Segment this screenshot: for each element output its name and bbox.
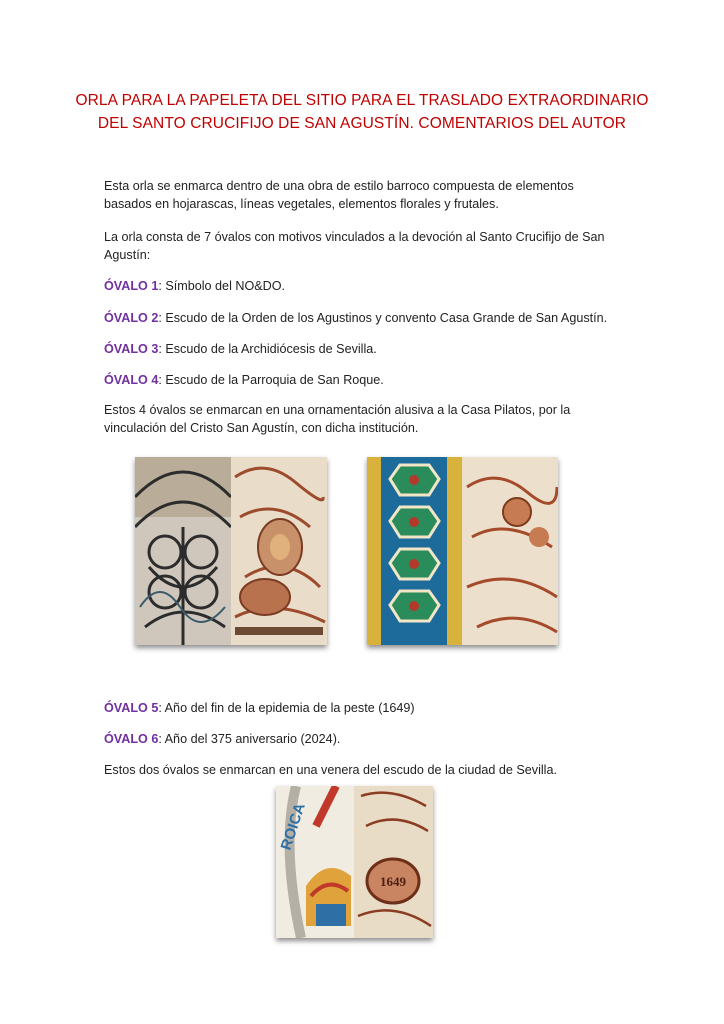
ovalo-2-text: : Escudo de la Orden de los Agustinos y convento Casa Grande de San Agustín. [158, 311, 608, 325]
ovalo-1-text: : Símbolo del NO&DO. [158, 279, 286, 293]
ovalo-5-label: ÓVALO 5 [104, 701, 159, 715]
venera-paragraph: Estos dos óvalos se enmarcan en una venera del escudo de la ciudad de Sevilla. [104, 763, 557, 777]
ovalo-6-label: ÓVALO 6 [104, 732, 159, 746]
ornament-image-venera [276, 786, 433, 938]
ovalo-2-item [104, 309, 624, 327]
roica-letters: ROICA [277, 801, 309, 853]
ovalo-3-item [104, 340, 624, 358]
ornament-image-ironwork [135, 457, 327, 645]
year-1649-text: 1649 [380, 874, 406, 889]
ovalo-2-label: ÓVALO 2 [104, 311, 159, 325]
ovals-intro-paragraph: La orla consta de 7 óvalos con motivos vinculados a la devoción al Santo Crucifijo de San Agustín: [104, 230, 605, 262]
ovalo-4-text: : Escudo de la Parroquia de San Roque. [158, 373, 384, 387]
title-line-2: DEL SANTO CRUCIFIJO DE SAN AGUSTÍN. COMENTARIOS DEL AUTOR [97, 115, 627, 132]
ovalo-4-item [104, 371, 624, 389]
ovalo-5-text: : Año del fin de la epidemia de la peste (1649) [158, 701, 415, 715]
page-title [60, 89, 664, 135]
title-line-1: ORLA PARA LA PAPELETA DEL SITIO PARA EL TRASLADO EXTRAORDINARIO [75, 92, 649, 109]
ovalo-1-label: ÓVALO 1 [104, 279, 159, 293]
ovalo-4-label: ÓVALO 4 [104, 373, 159, 387]
ornament-image-azulejos [367, 457, 558, 645]
ovalo-3-text: : Escudo de la Archidiócesis de Sevilla. [158, 342, 377, 356]
ovalo-6-text: : Año del 375 aniversario (2024). [158, 732, 341, 746]
ovalo-3-label: ÓVALO 3 [104, 342, 159, 356]
ovalo-5-item [104, 699, 624, 717]
ovalo-6-item [104, 730, 624, 748]
intro-paragraph: Esta orla se enmarca dentro de una obra de estilo barroco compuesta de elementos basados en hojarascas, líneas vegetales, elementos florales y frutales. [104, 179, 574, 211]
pilatos-paragraph: Estos 4 óvalos se enmarcan en una ornamentación alusiva a la Casa Pilatos, por la vinculación del Cristo San Agustín, con dicha institución. [104, 403, 571, 435]
ovalo-1-item [104, 277, 624, 295]
